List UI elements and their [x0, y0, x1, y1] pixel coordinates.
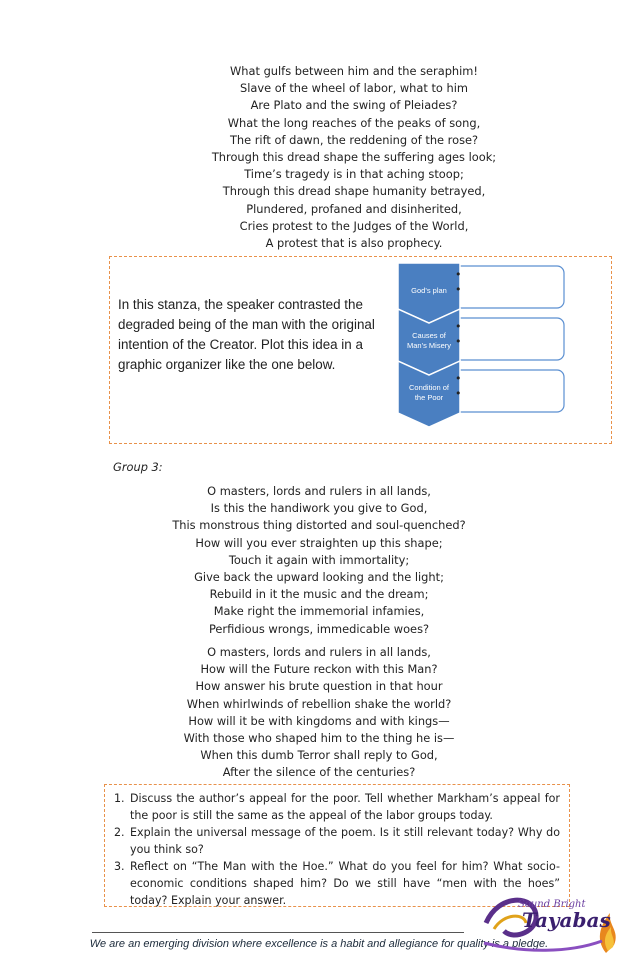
poem-line: Through this dread shape humanity betrayed, — [222, 184, 486, 199]
poem-line: Give back the upward looking and the light; — [194, 570, 444, 585]
question-text: Reflect on “The Man with the Hoe.” What do you feel for him? What socio-economic conditions shaped him? Do we still have “men with the hoes” today? Explain your answer. — [130, 860, 560, 907]
poem-line: Time’s tragedy is in that aching stoop; — [244, 167, 464, 182]
organizer-label: Condition of — [408, 383, 450, 392]
organizer-bullet: • — [455, 335, 462, 348]
organizer-bullet-box — [448, 318, 564, 360]
question-number: 1. — [114, 792, 125, 805]
organizer-bullet: • — [455, 320, 462, 333]
poem-line: Rebuild in it the music and the dream; — [209, 587, 429, 602]
poem-line: Through this dread shape the suffering ages look; — [211, 150, 497, 165]
organizer-label: God’s plan — [411, 286, 447, 295]
poem-line: How will the Future reckon with this Man? — [200, 662, 438, 677]
poem-line: O masters, lords and rulers in all lands, — [207, 484, 431, 498]
task-instruction: In this stanza, the speaker contrasted the degraded being of the man with the original intention of the Creator. Plot this idea in a graphic organizer like the one below. — [118, 297, 375, 372]
poem-line: A protest that is also prophecy. — [265, 236, 443, 251]
poem-line: Plundered, profaned and disinherited, — [246, 201, 462, 216]
group-label: Group 3: — [113, 460, 163, 474]
question-number: 3. — [114, 860, 125, 873]
logo-text: Tayabas — [522, 908, 611, 932]
graphic-organizer — [398, 263, 568, 438]
question-item — [114, 824, 560, 858]
question-text: Discuss the author’s appeal for the poor. Tell whether Markham’s appeal for the poor is still the same as the appeal of the labor groups today. — [130, 792, 560, 822]
poem-line: With those who shaped him to the thing he is— — [183, 731, 455, 746]
organizer-label: Causes of — [412, 331, 446, 340]
poem-line: Slave of the wheel of labor, what to him — [239, 81, 468, 96]
question-item — [114, 790, 560, 824]
logo-ribbon — [484, 941, 602, 950]
question-text: Explain the universal message of the poem. Is it still relevant today? Why do you think so? — [130, 826, 560, 856]
poem-line: Perfidious wrongs, immedicable woes? — [208, 621, 430, 636]
organizer-bullet: • — [455, 387, 462, 400]
organizer-bullet: • — [455, 372, 462, 385]
organizer-bullet: • — [455, 283, 462, 296]
footer-motto: We are an emerging division where excellence is a habit and allegiance for quality is a pledge. — [89, 938, 549, 950]
poem-line: O masters, lords and rulers in all lands, — [207, 645, 431, 659]
poem-line: How answer his brute question in that hour — [195, 679, 443, 694]
organizer-bullet-box — [448, 266, 564, 308]
poem-line: Cries protest to the Judges of the World, — [239, 218, 469, 233]
organizer-bullet: • — [455, 268, 462, 281]
question-number: 2. — [114, 826, 125, 839]
poem-line: This monstrous thing distorted and soul-quenched? — [172, 518, 466, 533]
organizer-label: the Poor — [414, 393, 444, 402]
poem-stanza-top — [35, 63, 638, 252]
poem-line: What gulfs between him and the seraphim! — [230, 64, 478, 78]
poem-line: What the long reaches of the peaks of song, — [227, 115, 481, 130]
poem-line: Is this the handiwork you give to God, — [210, 501, 428, 516]
organizer-label: Man’s Misery — [406, 341, 452, 350]
poem-stanza-group3-a — [0, 483, 638, 638]
logo-small-text: Sound Bright — [518, 899, 586, 910]
poem-line: Make right the immemorial infamies, — [213, 604, 425, 619]
organizer-bullet-box — [448, 370, 564, 412]
poem-line: How will it be with kingdoms and with kings— — [188, 713, 450, 728]
footer-rule — [92, 932, 464, 933]
poem-stanza-group3-b — [0, 644, 638, 782]
poem-line: The rift of dawn, the reddening of the rose? — [229, 132, 479, 147]
poem-line: After the silence of the centuries? — [222, 765, 416, 780]
poem-line: How will you ever straighten up this shape; — [195, 535, 443, 550]
poem-line: Touch it again with immortality; — [228, 552, 410, 567]
poem-line: Are Plato and the swing of Pleiades? — [250, 98, 458, 113]
poem-line: When this dumb Terror shall reply to God, — [200, 748, 438, 763]
division-logo — [474, 883, 624, 963]
poem-line: When whirlwinds of rebellion shake the world? — [186, 696, 452, 711]
